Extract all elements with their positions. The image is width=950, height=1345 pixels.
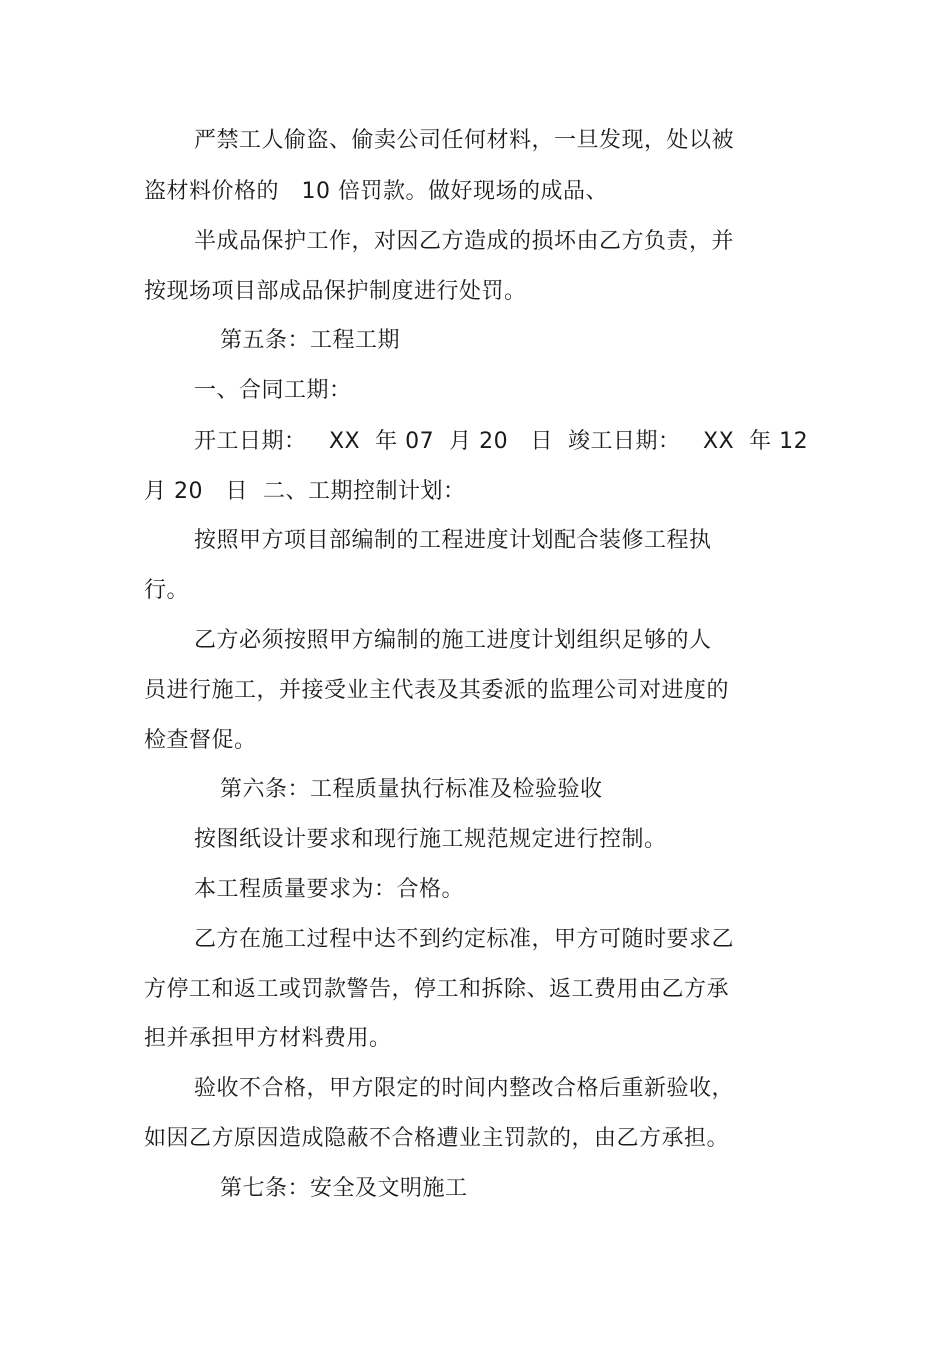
text-line: 按照甲方项目部编制的工程进度计划配合装修工程执 <box>194 528 712 553</box>
text-line: 员进行施工，并接受业主代表及其委派的监理公司对进度的 <box>144 678 730 703</box>
text-line: 半成品保护工作，对因乙方造成的损坏由乙方负责，并 <box>194 229 735 254</box>
section-heading: 第七条：安全及文明施工 <box>220 1176 468 1201</box>
text-line: 验收不合格，甲方限定的时间内整改合格后重新验收， <box>194 1076 735 1101</box>
text-line: 按图纸设计要求和现行施工规范规定进行控制。 <box>194 827 667 852</box>
section-heading: 第五条：工程工期 <box>220 328 401 353</box>
text-line: 检查督促。 <box>144 728 257 753</box>
text-line: 乙方必须按照甲方编制的施工进度计划组织足够的人 <box>194 628 712 653</box>
text-line: 如因乙方原因造成隐蔽不合格遭业主罚款的，由乙方承担。 <box>144 1126 730 1151</box>
subsection-heading: 一、合同工期： <box>194 378 352 403</box>
text-line: 方停工和返工或罚款警告，停工和拆除、返工费用由乙方承 <box>144 977 730 1002</box>
text-line: 开工日期： XX 年 07 月 20 日 竣工日期： XX 年 12 <box>194 429 809 454</box>
text-line: 严禁工人偷盗、偷卖公司任何材料，一旦发现，处以被 <box>194 128 735 153</box>
section-heading: 第六条：工程质量执行标准及检验验收 <box>220 777 603 802</box>
text-line: 月 20 日 二、工期控制计划： <box>144 479 466 504</box>
text-line: 本工程质量要求为：合格。 <box>194 877 465 902</box>
text-line: 乙方在施工过程中达不到约定标准，甲方可随时要求乙 <box>194 927 735 952</box>
text-line: 担并承担甲方材料费用。 <box>144 1026 392 1051</box>
text-line: 行。 <box>144 578 190 603</box>
text-line: 按现场项目部成品保护制度进行处罚。 <box>144 279 527 304</box>
text-line: 盗材料价格的 10 倍罚款。做好现场的成品、 <box>144 179 608 204</box>
